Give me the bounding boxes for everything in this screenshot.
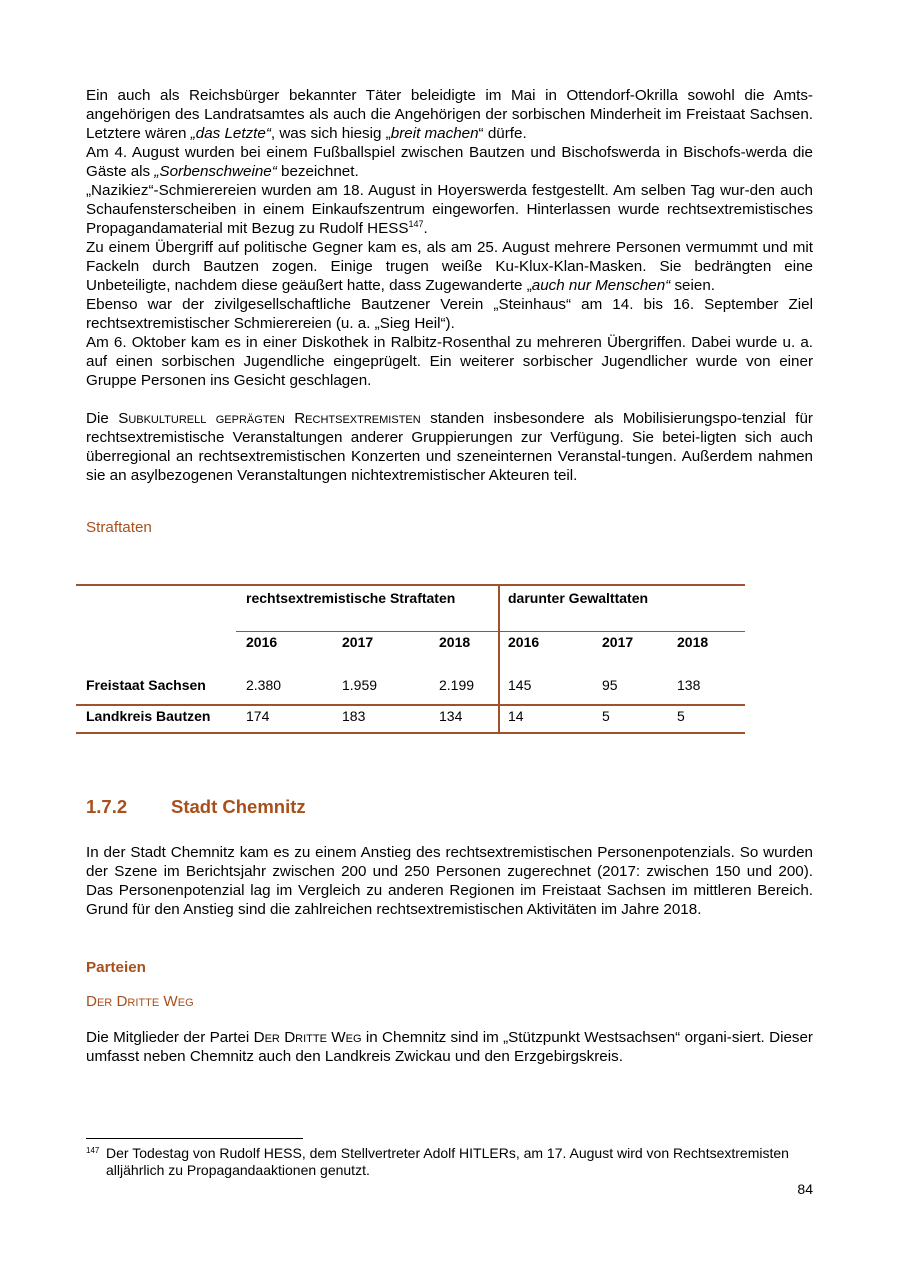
table-group-header: rechtsextremistische Straftaten	[236, 585, 499, 631]
table-row: Freistaat Sachsen 2.380 1.959 2.199 145 95 138	[76, 675, 745, 705]
section-body	[86, 843, 813, 1066]
paragraph-party: Die Mitglieder der Partei Der Dritte Weg in Chemnitz sind im „Stützpunkt Westsachsen“ organi-siert. Dieser umfasst neben Chemnitz auch den Landkreis Zwickau und den Erzgebirgskreis.	[86, 1029, 813, 1065]
paragraph-uebergriff: Zu einem Übergriff auf politische Gegner kam es, als am 25. August mehrere Personen vermummt und mit Fackeln durch Bautzen zogen. Einige trugen weiße Ku-Klux-Klan-Masken. Sie bedrängten eine Unbeteiligte, nachdem diese geäußert hatte, dass Zugewanderte „auch nur Menschen“ seien.	[86, 239, 813, 294]
footnote	[86, 1145, 813, 1179]
table-year-header: 2018	[677, 633, 709, 650]
paragraph-diskothek: Am 6. Oktober kam es in einer Diskothek in Ralbitz-Rosenthal zu mehreren Übergriffen. Dabei wurde u. a. auf einen sorbischen Jugendliche eingeprügelt. Ein weiterer sorbischer Jugendlicher wurde von einer Gruppe Personen ins Gesicht geschlagen.	[86, 334, 813, 389]
table-year-header: 2016	[246, 633, 278, 650]
parteien-heading: Parteien	[86, 959, 146, 976]
footnote-text: Der Todestag von Rudolf HESS, dem Stellvertreter Adolf HITLERs, am 17. August wird von Rechtsextremisten alljährlich zu Propagandaaktionen genutzt.	[106, 1145, 789, 1178]
footnote-divider	[86, 1138, 303, 1139]
section-number: 1.7.2	[86, 796, 128, 817]
table-group-header: darunter Gewalttaten	[499, 585, 745, 631]
paragraph-chemnitz-intro: In der Stadt Chemnitz kam es zu einem Anstieg des rechtsextremistischen Personenpotenzials. So wurden der Szene im Berichtsjahr zwischen 200 und 250 Personen zugerechnet (2017: zwischen 150 und 200). Das Personenpotenzial lag im Vergleich zu anderen Regionen im Freistaat Sachsen im mittleren Bereich. Grund für den Anstieg sind die zahlreichen rechtsextremistischen Aktivitäten im Jahre 2018.	[86, 844, 813, 918]
paragraph-steinhaus: Ebenso war der zivilgesellschaftliche Bautzener Verein „Steinhaus“ am 14. bis 16. September Ziel rechtsextremistischer Schmierereien (u. a. „Sieg Heil“).	[86, 296, 813, 332]
party-heading: Der Dritte Weg	[86, 993, 194, 1010]
paragraph-fussballspiel: Am 4. August wurden bei einem Fußballspiel zwischen Bautzen und Bischofswerda in Bischofs-werda die Gäste als „Sorbenschweine“ bezeichnet.	[86, 144, 813, 180]
footnote-number: 147	[86, 1146, 100, 1155]
section-title: Stadt Chemnitz	[171, 796, 306, 817]
straftaten-heading: Straftaten	[86, 519, 152, 536]
straftaten-table	[76, 584, 745, 734]
body-text	[86, 86, 813, 536]
footnote-ref[interactable]: 147	[408, 218, 424, 229]
table-year-header: 2016	[499, 631, 602, 675]
table-row: Landkreis Bautzen 174 183 134 14 5 5	[76, 705, 745, 733]
page-number: 84	[797, 1181, 813, 1197]
paragraph-nazikiez: „Nazikiez“-Schmierereien wurden am 18. August in Hoyerswerda festgestellt. Am selben Tag wur-den auch Schaufensterscheiben in einem Einkaufszentrum eingeworfen. Hinterlassen wurde rechtsextremistisches Propagandamaterial mit Bezug zu Rudolf HESS$^{147}$.	[86, 182, 813, 237]
table-year-header: 2017	[342, 633, 374, 650]
section-heading	[86, 796, 306, 818]
paragraph-reichsbuerger: Ein auch als Reichsbürger bekannter Täter beleidigte im Mai in Ottendorf-Okrilla sowohl die Amts-angehörigen des Landratsamtes als auch die Angehörigen der sorbischen Minderheit im Freistaat Sachsen. Letztere wären „das Letzte“, was sich hiesig „breit machen“ dürfe.	[86, 87, 813, 142]
table-year-header: 2018	[439, 633, 471, 650]
paragraph-subkulturell: Die Subkulturell geprägten Rechtsextremisten standen insbesondere als Mobilisierungspo-tenzial für rechtsextremistische Veranstaltungen anderer Gruppierungen zur Verfügung. Sie betei-ligten sich auch überregional an rechtsextremistischen Konzerten und szeneinternen Veranstal-tungen. Außerdem nahmen sie an asylbezogenen Veranstaltungen nichtextremistischer Akteuren teil.	[86, 410, 813, 484]
table-year-header: 2017	[602, 633, 634, 650]
